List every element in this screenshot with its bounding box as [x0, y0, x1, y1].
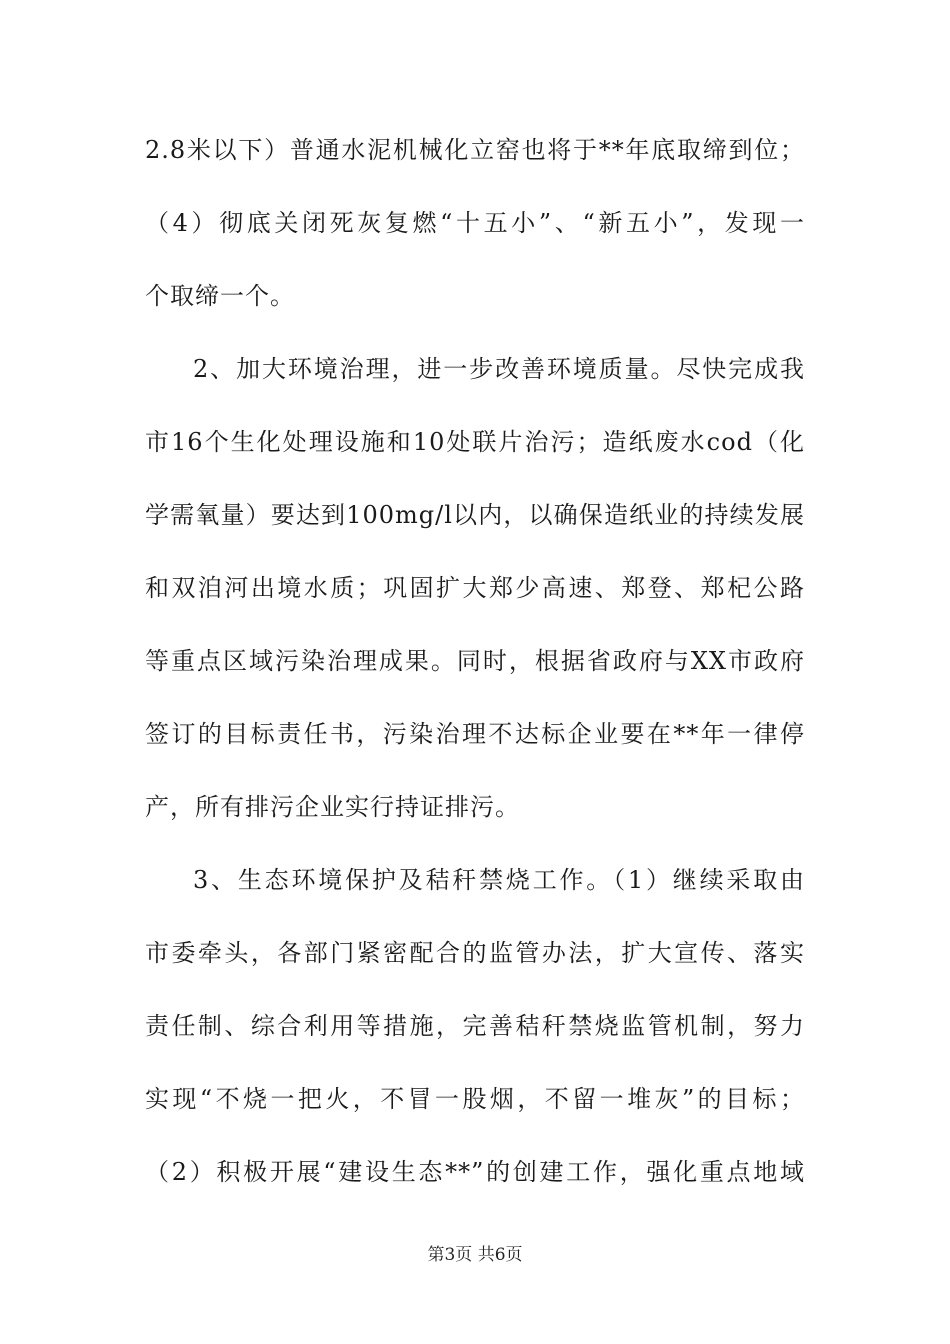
text-line: 2、加大环境治理，进一步改善环境质量。尽快完成我 — [193, 355, 805, 383]
text-line: （4）彻底关闭死灰复燃“十五小”、“新五小”，发现一 — [145, 209, 805, 237]
text-line: 实现“不烧一把火，不冒一股烟，不留一堆灰”的目标； — [145, 1085, 805, 1113]
text-line: 市16个生化处理设施和10处联片治污；造纸废水cod（化 — [145, 428, 805, 456]
text-line: 学需氧量）要达到100mg/l以内，以确保造纸业的持续发展 — [145, 501, 805, 529]
text-line: 签订的目标责任书，污染治理不达标企业要在**年一律停 — [145, 720, 805, 748]
text-line: 2.8米以下）普通水泥机械化立窑也将于**年底取缔到位； — [145, 136, 805, 164]
page-number-footer: 第3页 共6页 — [427, 1245, 523, 1265]
document-body — [145, 114, 805, 1209]
text-line: 3、生态环境保护及秸秆禁烧工作。（1）继续采取由 — [193, 866, 805, 894]
text-line: 等重点区域污染治理成果。同时，根据省政府与XX市政府 — [145, 647, 805, 675]
text-line: （2）积极开展“建设生态**”的创建工作，强化重点地域 — [145, 1158, 805, 1186]
text-line: 产，所有排污企业实行持证排污。 — [145, 793, 520, 821]
text-line: 责任制、综合利用等措施，完善秸秆禁烧监管机制，努力 — [145, 1012, 805, 1040]
text-line: 市委牵头，各部门紧密配合的监管办法，扩大宣传、落实 — [145, 939, 805, 967]
text-line: 和双洎河出境水质；巩固扩大郑少高速、郑登、郑杞公路 — [145, 574, 805, 602]
text-line: 个取缔一个。 — [145, 282, 295, 310]
